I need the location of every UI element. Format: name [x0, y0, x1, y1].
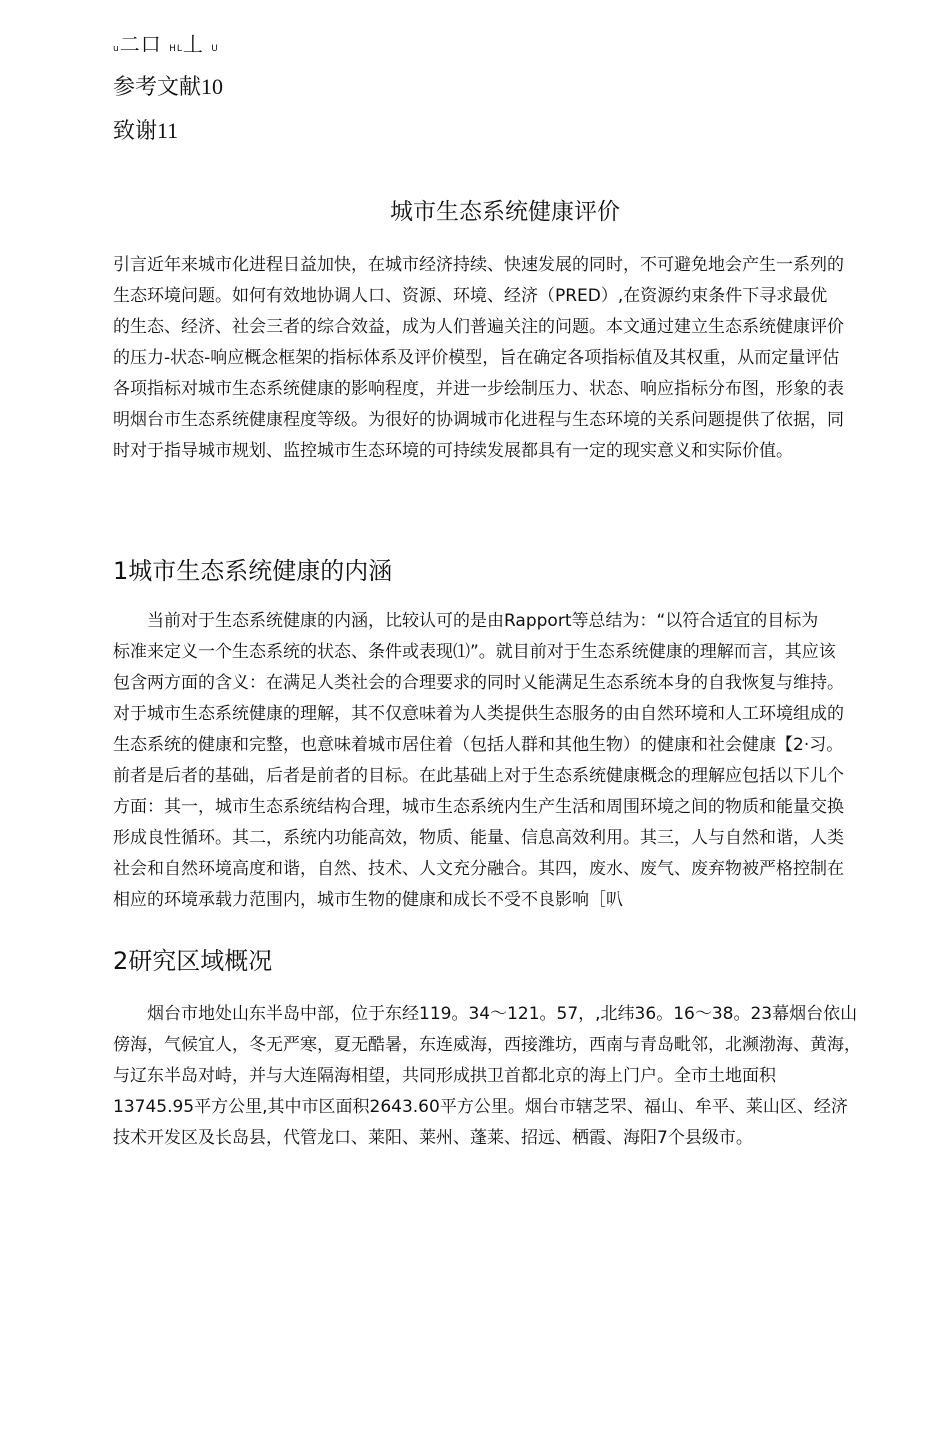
- toc-garbled-part: 丄: [182, 32, 204, 56]
- document-title: 城市生态系统健康评价: [390, 199, 620, 225]
- paragraph-line: 社会和自然环境高度和谐，自然、技术、人文充分融合。其四，废水、废气、废弃物被严格控制在: [113, 859, 844, 879]
- paragraph-line: 与辽东半岛对峙，并与大连隔海相望，共同形成拱卫首都北京的海上门户。全市土地面积: [113, 1066, 776, 1086]
- intro-paragraph: [113, 250, 903, 467]
- section-2-paragraph: [113, 999, 903, 1154]
- paragraph-line: 标准来定义一个生态系统的状态、条件或表现⑴”。就目前对于生态系统健康的理解而言，其应该: [113, 642, 836, 662]
- paragraph-line: 技术开发区及长岛县，代管龙口、莱阳、莱州、蓬莱、招远、栖霞、海阳7个县级市。: [113, 1128, 753, 1148]
- toc-garbled-part: U: [211, 44, 219, 54]
- paragraph-line: 生态环境问题。如何有效地协调人口、资源、环境、经济（PRED）,在资源约束条件下寻求最优: [113, 286, 828, 306]
- paragraph-line: 引言近年来城市化进程日益加快，在城市经济持续、快速发展的同时，不可避免地会产生一系列的: [113, 255, 844, 275]
- paragraph-line: 方面：其一，城市生态系统结构合理，城市生态系统内生产生活和周围环境之间的物质和能量交换: [113, 797, 844, 817]
- toc-garbled-part: HL: [169, 44, 183, 54]
- toc-garbled-part: u: [113, 44, 120, 54]
- paragraph-line: 生态系统的健康和完整，也意味着城市居住着（包括人群和其他生物）的健康和社会健康【2·习。: [113, 735, 844, 755]
- section-1-paragraph: [113, 606, 903, 916]
- section-2-heading: 2研究区域概况: [113, 947, 273, 975]
- paragraph-line: 形成良性循环。其二，系统内功能高效，物质、能量、信息高效利用。其三，人与自然和谐，人类: [113, 828, 844, 848]
- paragraph-line: 13745.95平方公里,其中市区面积2643.60平方公里。烟台市辖芝罘、福山、牟平、莱山区、经济: [113, 1097, 848, 1117]
- toc-garbled-part: 二口: [119, 32, 162, 56]
- paragraph-line: 的压力-状态-响应概念框架的指标体系及评价模型，旨在确定各项指标值及其权重，从而定量评估: [113, 348, 840, 368]
- toc-garbled-entry: [113, 28, 219, 57]
- paragraph-line: 当前对于生态系统健康的内涵，比较认可的是由Rapport等总结为：“以符合适宜的目标为: [113, 611, 819, 631]
- paragraph-line: 对于城市生态系统健康的理解，其不仅意味着为人类提供生态服务的由自然环境和人工环境组成的: [113, 704, 844, 724]
- toc-acknowledgements: 致谢11: [113, 118, 179, 143]
- toc-references: 参考文献10: [113, 74, 224, 99]
- paragraph-line: 烟台市地处山东半岛中部，位于东经119。34〜121。57，,北纬36。16〜38。23幕烟台依山: [113, 1004, 858, 1024]
- paragraph-line: 相应的环境承载力范围内，城市生物的健康和成长不受不良影响［叭: [113, 890, 623, 910]
- paragraph-line: 明烟台市生态系统健康程度等级。为很好的协调城市化进程与生态环境的关系问题提供了依据，同: [113, 410, 844, 430]
- paragraph-line: 各项指标对城市生态系统健康的影响程度，并进一步绘制压力、状态、响应指标分布图，形象的表: [113, 379, 844, 399]
- paragraph-line: 的生态、经济、社会三者的综合效益，成为人们普遍关注的问题。本文通过建立生态系统健康评价: [113, 317, 844, 337]
- paragraph-line: 包含两方面的含义：在满足人类社会的合理要求的同时乂能满足生态系统本身的自我恢复与维持。: [113, 673, 844, 693]
- paragraph-line: 时对于指导城市规划、监控城市生态环境的可持续发展都具有一定的现实意义和实际价值。: [113, 441, 793, 461]
- paragraph-line: 前者是后者的基础，后者是前者的目标。在此基础上对于生态系统健康概念的理解应包括以下儿个: [113, 766, 844, 786]
- paragraph-line: 傍海，气候宜人，冬无严寒，夏无酷暑，东连威海，西接潍坊，西南与青岛毗邻，北濒渤海、黄海，: [113, 1035, 861, 1055]
- section-1-heading: 1城市生态系统健康的内涵: [113, 557, 393, 585]
